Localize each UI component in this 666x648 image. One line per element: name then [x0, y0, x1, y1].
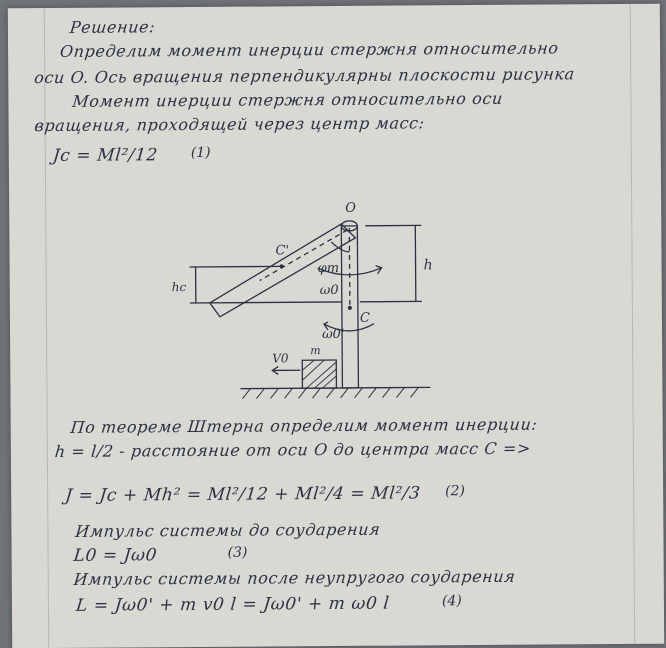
text-line: Определим момент инерции стержня относительно — [59, 38, 559, 60]
label-center: C — [360, 311, 370, 326]
dashed-axis — [349, 228, 350, 308]
center-swung-dot — [280, 264, 284, 268]
equation-1: Jc = Ml²/12 — [52, 145, 159, 166]
label-omega0: ω0 — [320, 283, 339, 298]
equation-number: (3) — [228, 545, 248, 561]
text-line: h = l/2 - расстояние от оси O до центра масс C => — [54, 439, 532, 461]
heading: Решение: — [69, 17, 156, 37]
rod-diagram — [159, 197, 471, 419]
equation-number: (2) — [445, 483, 465, 499]
label-omega0-prime: ω0' — [322, 327, 345, 342]
center-dot — [348, 306, 352, 310]
block-hatch — [302, 360, 336, 388]
text-line: По теореме Штерна определим момент инерции: — [70, 415, 539, 437]
equation-2: J = Jc + Mh² = Ml²/12 + Ml²/4 = Ml²/3 — [64, 483, 421, 505]
label-mass: m — [310, 344, 321, 357]
margin-line — [630, 4, 635, 644]
text-line: вращения, проходящей через центр масс: — [34, 113, 426, 135]
equation-3: L0 = Jω0 — [73, 545, 158, 566]
text-line: оси O. Ось вращения перпендикулярны плоскости рисунка — [33, 64, 575, 87]
text-line: Импульс системы после неупругого соударения — [73, 567, 517, 589]
label-pivot: O — [345, 201, 356, 216]
text-line: Момент инерции стержня относительно оси — [71, 89, 503, 111]
margin-line — [44, 8, 49, 648]
equation-number: (4) — [442, 593, 462, 609]
equation-4: L = Jω0' + m v0 l = Jω0' + m ω0 l — [75, 594, 390, 616]
text-line: Импульс системы до соударения — [74, 520, 381, 541]
hc-ref-line — [190, 302, 342, 303]
label-height: h — [424, 257, 433, 273]
hc-ref-line — [190, 266, 280, 267]
paper-sheet — [8, 4, 664, 648]
label-height-small: hc — [172, 280, 187, 294]
equation-number: (1) — [191, 145, 211, 161]
height-h-line — [415, 225, 416, 301]
label-angle: φm — [318, 261, 340, 276]
label-velocity: V0 — [272, 351, 289, 365]
label-center-swung: C' — [275, 243, 289, 258]
